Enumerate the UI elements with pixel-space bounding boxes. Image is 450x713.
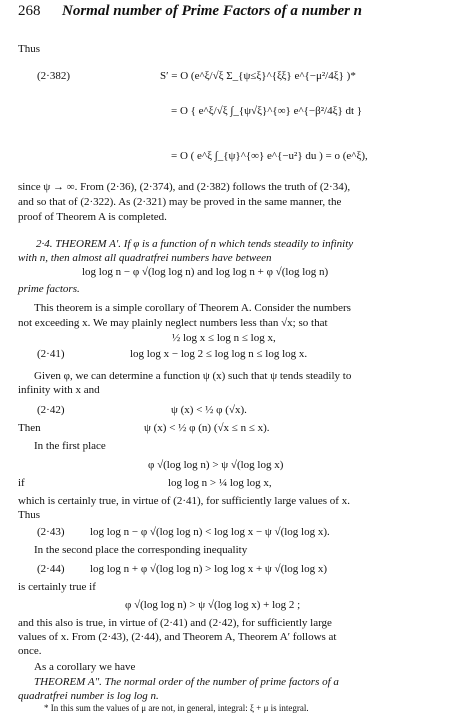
running-header <box>18 3 438 25</box>
page-number: 268 <box>18 3 41 19</box>
text-line: In the second place the corresponding inequality <box>34 544 248 556</box>
text-line: Then <box>18 422 41 434</box>
text-line: Thus <box>18 43 40 55</box>
text-line: infinity with x and <box>18 384 100 396</box>
display-equation: log log x − log 2 ≤ log log n ≤ log log x. <box>130 348 308 360</box>
theorem-heading: 2·4. THEOREM A′. If φ is a function of n which tends steadily to infinity <box>36 238 354 250</box>
text-line: and this also is true, in virtue of (2·41) and (2·42), for sufficiently large <box>18 617 332 629</box>
text-line: proof of Theorem A is completed. <box>18 211 167 223</box>
equation-number: (2·41) <box>37 348 65 360</box>
text-line: and so that of (2·322). As (2·321) may be proved in the same manner, the <box>18 196 342 208</box>
theorem-text: quadratfrei number is log log n. <box>18 690 159 702</box>
display-equation: log log n > ¼ log log x, <box>168 477 272 489</box>
display-equation: = O { e^ξ/√ξ ∫_{ψ√ξ}^{∞} e^{−β²/4ξ} dt } <box>171 105 363 117</box>
display-equation: φ √(log log n) > ψ √(log log x) + log 2 ; <box>125 599 301 611</box>
display-equation: log log n − φ √(log log n) and log log n + φ √(log log n) <box>82 266 329 278</box>
theorem-text: prime factors. <box>18 283 80 295</box>
text-line: not exceeding x. We may plainly neglect numbers less than √x; so that <box>18 317 328 329</box>
text-line: if <box>18 477 25 489</box>
theorem-text: with n, then almost all quadratfrei numbers have between <box>18 252 272 264</box>
text-line: is certainly true if <box>18 581 96 593</box>
display-equation: log log n + φ √(log log n) > log log x + ψ √(log log x) <box>90 563 328 575</box>
text-line: In the first place <box>34 440 106 452</box>
text-line: which is certainly true, in virtue of (2·41), for sufficiently large values of x. <box>18 495 350 507</box>
text-line: values of x. From (2·43), (2·44), and Theorem A, Theorem A′ follows at <box>18 631 337 643</box>
display-equation: S′ = O (e^ξ/√ξ Σ_{ψ≤ξ}^{ξξ} e^{−μ²/4ξ} )* <box>160 70 356 82</box>
text-line: once. <box>18 645 42 657</box>
text-line: Given φ, we can determine a function ψ (x) such that ψ tends steadily to <box>34 370 352 382</box>
display-equation: ψ (x) < ½ φ (√x). <box>171 404 247 416</box>
text-line: since ψ → ∞. From (2·36), (2·374), and (2·382) follows the truth of (2·34), <box>18 181 351 193</box>
display-equation: = O ( e^ξ ∫_{ψ}^{∞} e^{−u²} du ) = o (e^ξ), <box>171 150 368 162</box>
text-line: As a corollary we have <box>34 661 136 673</box>
equation-number: (2·382) <box>37 70 70 82</box>
display-equation: ψ (x) < ½ φ (n) (√x ≤ n ≤ x). <box>144 422 270 434</box>
display-equation: log log n − φ √(log log n) < log log x − ψ √(log log x). <box>90 526 330 538</box>
equation-number: (2·42) <box>37 404 65 416</box>
running-title: Normal number of Prime Factors of a number n <box>62 3 363 19</box>
display-equation: φ √(log log n) > ψ √(log log x) <box>148 459 284 471</box>
display-equation: ½ log x ≤ log n ≤ log x, <box>172 332 276 344</box>
equation-number: (2·44) <box>37 563 65 575</box>
text-line: This theorem is a simple corollary of Theorem A. Consider the numbers <box>34 302 351 314</box>
text-line: Thus <box>18 509 40 521</box>
footnote: * In this sum the values of μ are not, in general, integral: ξ + μ is integral. <box>44 703 309 713</box>
theorem-heading: THEOREM A″. The normal order of the number of prime factors of a <box>34 676 339 688</box>
equation-number: (2·43) <box>37 526 65 538</box>
